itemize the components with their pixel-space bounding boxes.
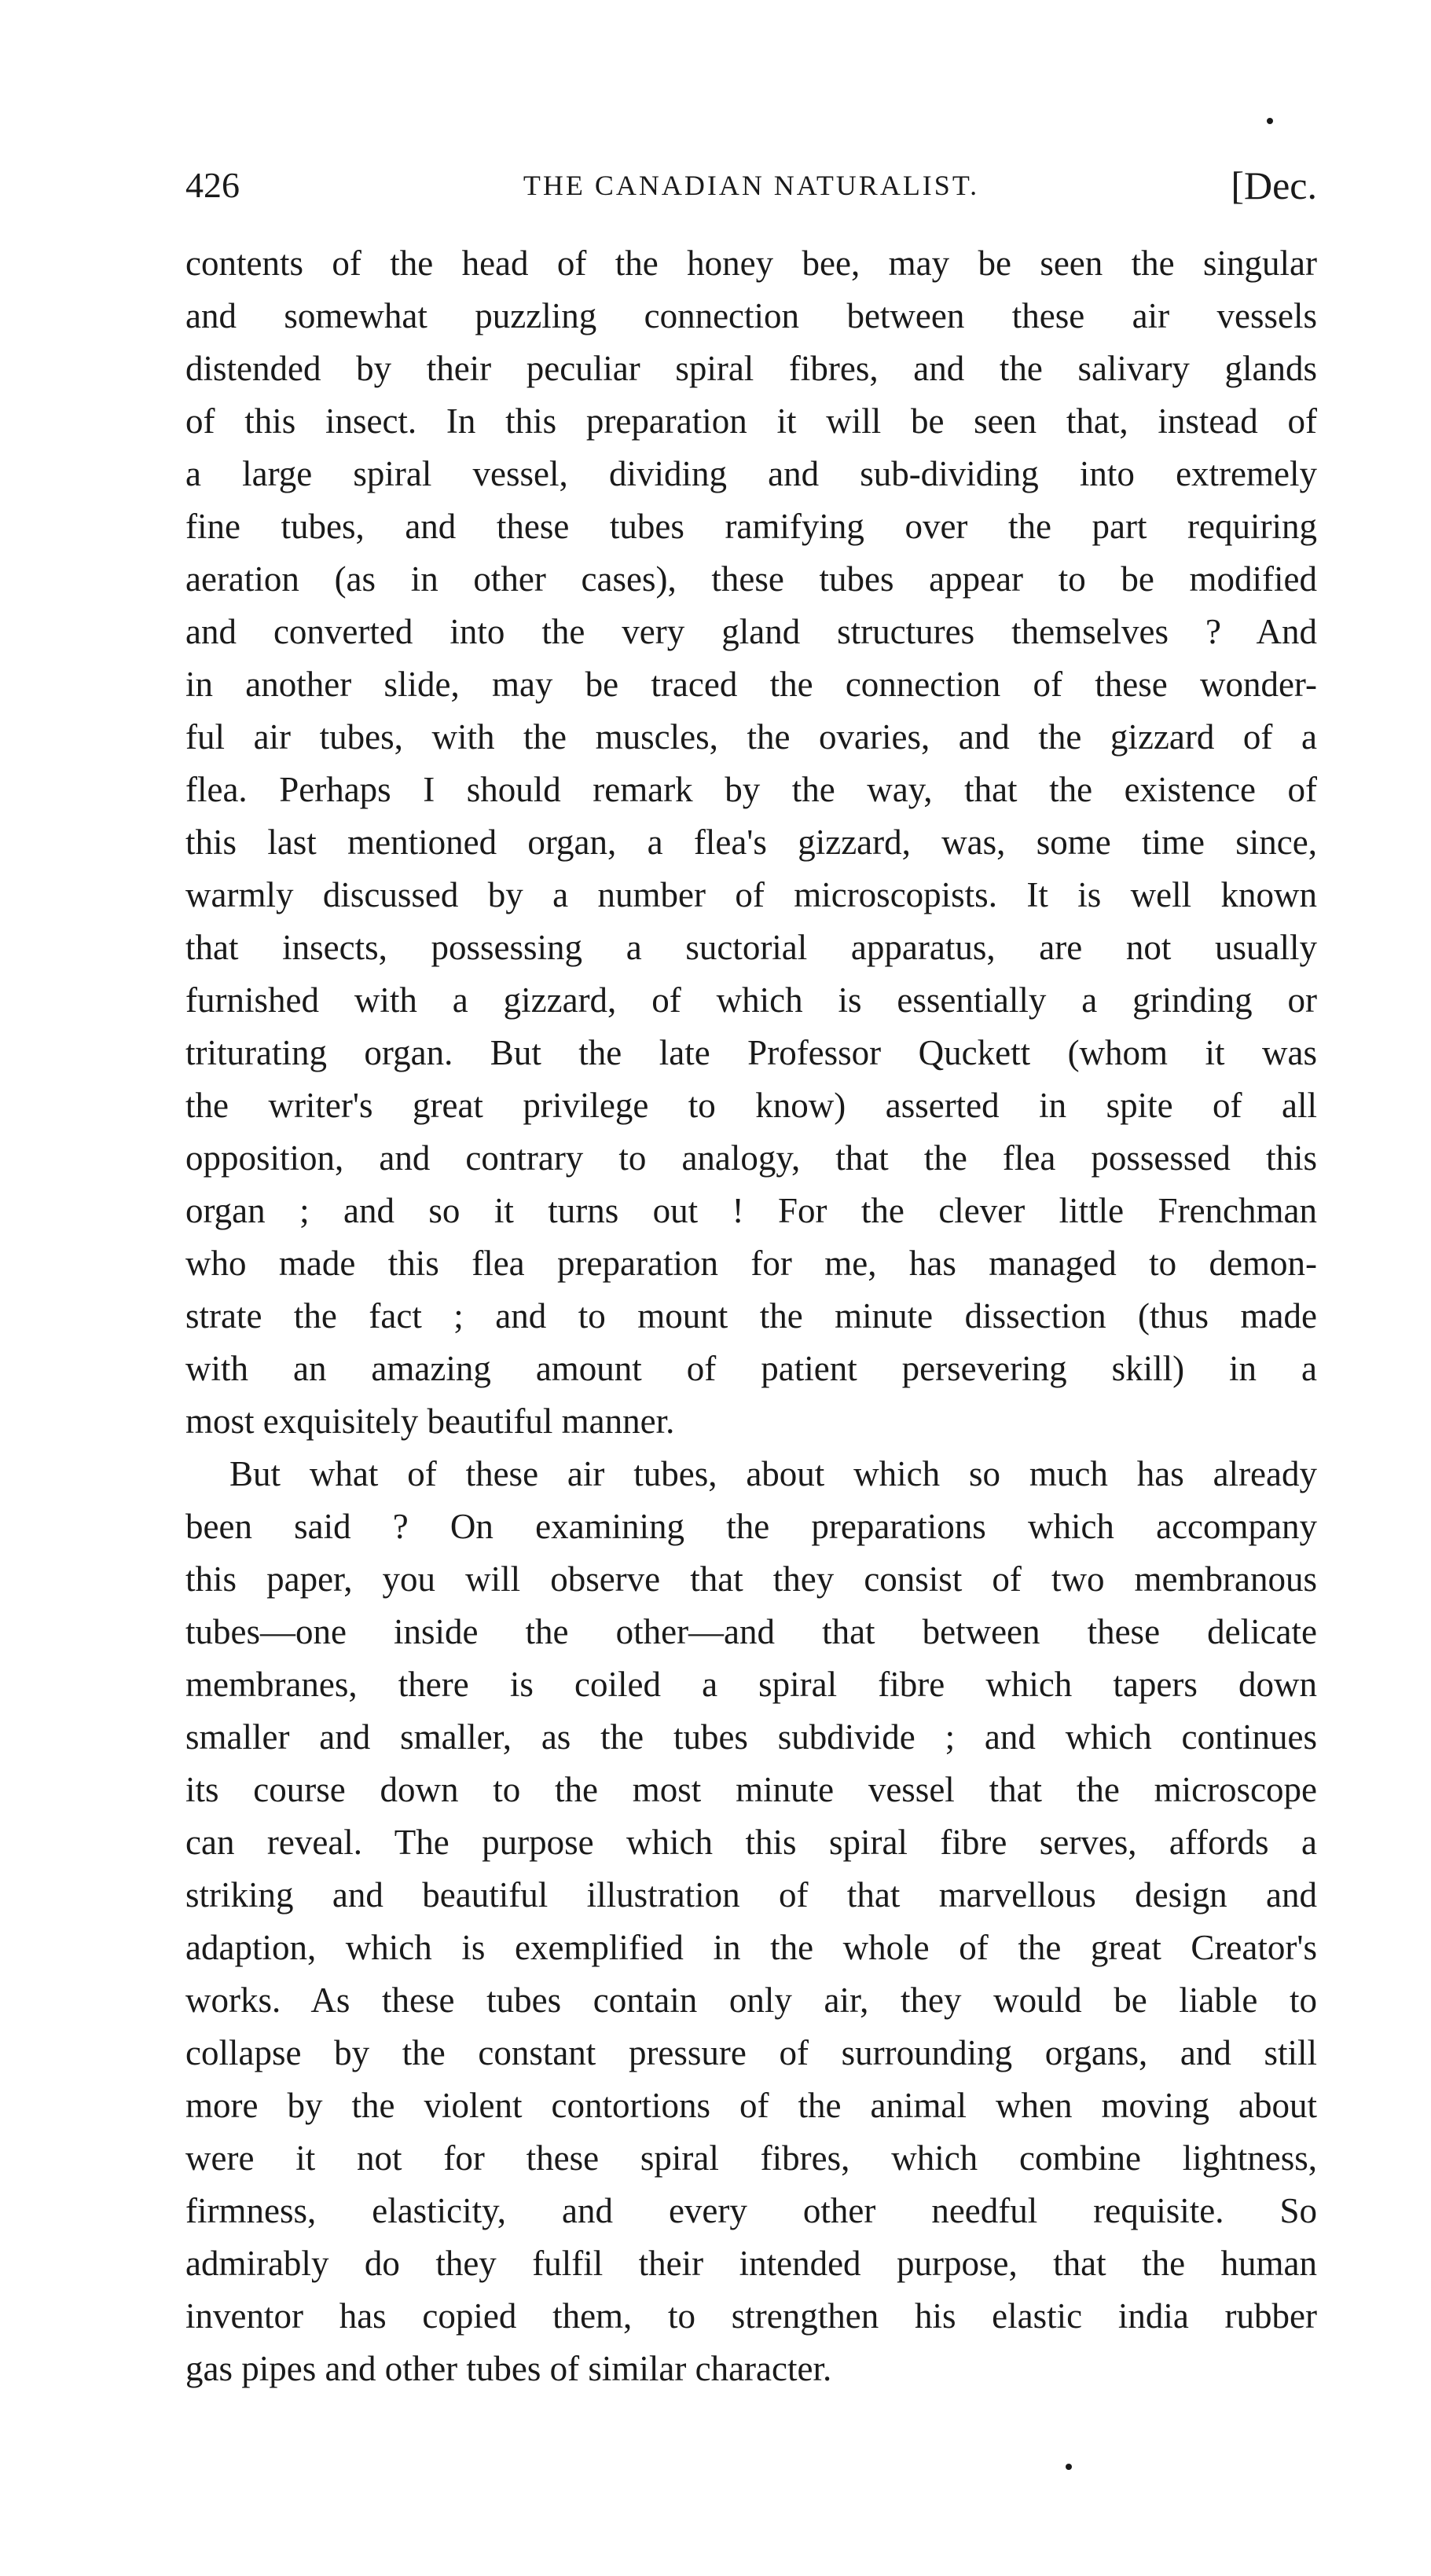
text-line: collapse by the constant pressure of surrounding organs, and still [185, 2033, 1317, 2072]
running-title: THE CANADIAN NATURALIST. [523, 170, 980, 201]
text-line: most exquisitely beautiful manner. [185, 1402, 675, 1441]
text-line: a large spiral vessel, dividing and sub-dividing into extremely [185, 454, 1317, 493]
bottom-ink-dot [1066, 2464, 1072, 2470]
text-line: fine tubes, and these tubes ramifying over the part requiring [185, 507, 1317, 546]
text-line: with an amazing amount of patient persevering skill) in a [185, 1349, 1317, 1388]
text-line: been said ? On examining the preparations which accompany [185, 1507, 1317, 1546]
text-line: this last mentioned organ, a flea's gizzard, was, some time since, [185, 823, 1317, 862]
text-line: were it not for these spiral fibres, which combine lightness, [185, 2138, 1317, 2178]
text-line: striking and beautiful illustration of that marvellous design and [185, 1875, 1317, 1915]
text-line: warmly discussed by a number of microscopists. It is well known [185, 875, 1317, 914]
text-line: that insects, possessing a suctorial apparatus, are not usually [185, 928, 1317, 967]
text-line: firmness, elasticity, and every other needful requisite. So [185, 2191, 1317, 2230]
text-line: gas pipes and other tubes of similar character. [185, 2349, 832, 2388]
page-number: 426 [185, 165, 240, 205]
text-line: its course down to the most minute vessel that the microscope [185, 1770, 1317, 1809]
text-line: flea. Perhaps I should remark by the way, that the existence of [185, 770, 1317, 809]
text-line: opposition, and contrary to analogy, that the flea possessed this [185, 1138, 1317, 1178]
section-mark: [Dec. [1231, 163, 1317, 207]
text-line: triturating organ. But the late Professor Quckett (whom it was [185, 1033, 1317, 1072]
text-line: smaller and smaller, as the tubes subdivide ; and which continues [185, 1717, 1317, 1757]
text-line: the writer's great privilege to know) asserted in spite of all [185, 1086, 1317, 1125]
text-line: can reveal. The purpose which this spiral fibre serves, affords a [185, 1823, 1317, 1862]
text-line: contents of the head of the honey bee, may be seen the singular [185, 244, 1317, 283]
body-text [185, 237, 1317, 2395]
text-line: furnished with a gizzard, of which is essentially a grinding or [185, 980, 1317, 1020]
text-line: admirably do they fulfil their intended purpose, that the human [185, 2244, 1317, 2283]
text-line: aeration (as in other cases), these tubes appear to be modified [185, 559, 1317, 599]
text-line: in another slide, may be traced the connection of these wonder- [185, 665, 1317, 704]
text-line: of this insect. In this preparation it will be seen that, instead of [185, 401, 1317, 441]
text-line: tubes—one inside the other—and that between these delicate [185, 1612, 1317, 1651]
top-ink-dot [1267, 118, 1273, 124]
text-line: ful air tubes, with the muscles, the ovaries, and the gizzard of a [185, 717, 1317, 757]
text-line: adaption, which is exemplified in the whole of the great Creator's [185, 1928, 1317, 1967]
text-line: strate the fact ; and to mount the minute dissection (thus made [185, 1296, 1317, 1336]
text-line: more by the violent contortions of the animal when moving about [185, 2086, 1317, 2125]
text-line: this paper, you will observe that they consist of two membranous [185, 1559, 1317, 1599]
paragraph-1 [185, 237, 1317, 1448]
text-line: inventor has copied them, to strengthen his elastic india rubber [185, 2296, 1317, 2336]
running-header [185, 154, 1317, 217]
text-line: and converted into the very gland structures themselves ? And [185, 612, 1317, 651]
text-line: distended by their peculiar spiral fibres, and the salivary glands [185, 349, 1317, 388]
text-line: organ ; and so it turns out ! For the clever little Frenchman [185, 1191, 1317, 1230]
text-line: and somewhat puzzling connection between these air vessels [185, 296, 1317, 335]
text-line: who made this flea preparation for me, has managed to demon- [185, 1244, 1317, 1283]
text-line: works. As these tubes contain only air, they would be liable to [185, 1981, 1317, 2020]
paragraph-2 [185, 1448, 1317, 2395]
text-line: membranes, there is coiled a spiral fibre which tapers down [185, 1665, 1317, 1704]
text-line: But what of these air tubes, about which so much has already [229, 1454, 1317, 1493]
